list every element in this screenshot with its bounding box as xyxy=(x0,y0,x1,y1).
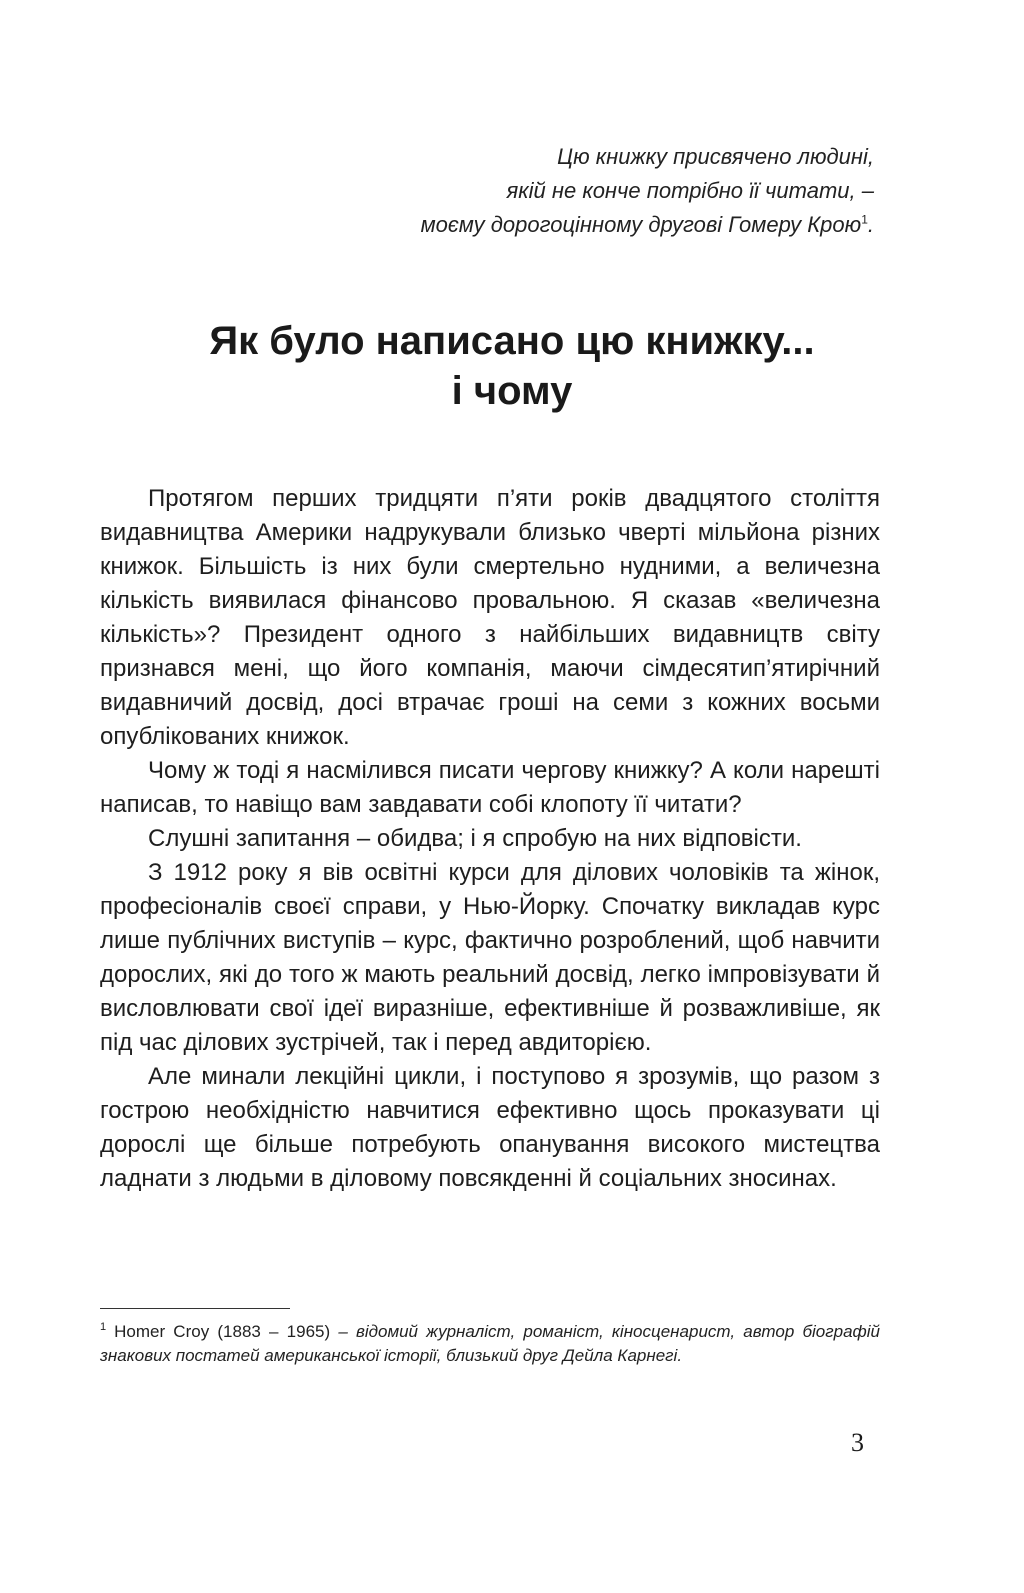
epigraph-line-3-text: моєму дорогоцінному другові Гомеру Крою xyxy=(420,212,862,237)
footnote-name: Homer Croy (1883 – 1965) xyxy=(114,1322,331,1341)
paragraph: З 1912 року я вів освітні курси для ділових чоловіків та жінок, професіоналів своєї справи, у Нью-Йорку. Спочатку викладав курс лише публічних виступів – курс, фактично розроблений, щоб навчити дорослих, які до того ж мають реальний досвід, легко імпровізувати й висловлювати свої ідеї виразніше, ефективніше й розважливіше, як під час ділових зустрічей, так і перед авдиторією. xyxy=(100,859,880,1056)
epigraph-footnote-ref[interactable]: 1 xyxy=(861,212,868,227)
paragraph: Але минали лекційні цикли, і поступово я зрозумів, що разом з гострою необхідністю навчитися ефективно щось проказувати ці дорослі ще більше потребують опанування високого мистецтва ладнати з людьми в діловому повсякденні й соціальних зносинах. xyxy=(100,1063,880,1192)
epigraph xyxy=(254,140,874,242)
epigraph-line-1: Цю книжку присвячено людині, xyxy=(557,144,874,169)
chapter-title-line-1: Як було написано цю книжку... xyxy=(209,319,815,363)
chapter-title-line-2: і чому xyxy=(451,369,573,413)
paragraph: Слушні запитання – обидва; і я спробую на них відповісти. xyxy=(148,825,802,852)
footnote xyxy=(100,1320,880,1368)
page-number: 3 xyxy=(851,1428,864,1457)
paragraph: Чому ж тоді я насмілився писати чергову книжку? А коли нарешті написав, то навіщо вам завдавати собі клопоту її читати? xyxy=(100,757,880,818)
epigraph-line-2: якій не конче потрібно її читати, – xyxy=(506,178,874,203)
footnote-mark: 1 xyxy=(100,1321,107,1334)
paragraph: Протягом перших тридцяти п’яти років двадцятого століття видавництва Америки надрукували близько чверті мільйона різних книжок. Більшість із них були смертельно нудними, а величезна кількість виявилася фінансово провальною. Я сказав «величезна кількість»? Президент одного з найбільших видавництв світу признався мені, що його компанія, маючи сімдесятип’ятирічний видавничий досвід, досі втрачає гроші на семи з кожних восьми опублікованих книжок. xyxy=(100,485,880,750)
footnote-divider xyxy=(100,1308,290,1309)
chapter-title xyxy=(0,316,1024,416)
epigraph-line-3: моєму дорогоцінному другові Гомеру Крою$^1$. xyxy=(420,212,874,237)
footnote-text: – відомий журналіст, романіст, кіносценарист, автор біографій знакових постатей американської історії, близький друг Дейла Карнегі. xyxy=(100,1322,880,1365)
body-text xyxy=(100,482,880,1196)
